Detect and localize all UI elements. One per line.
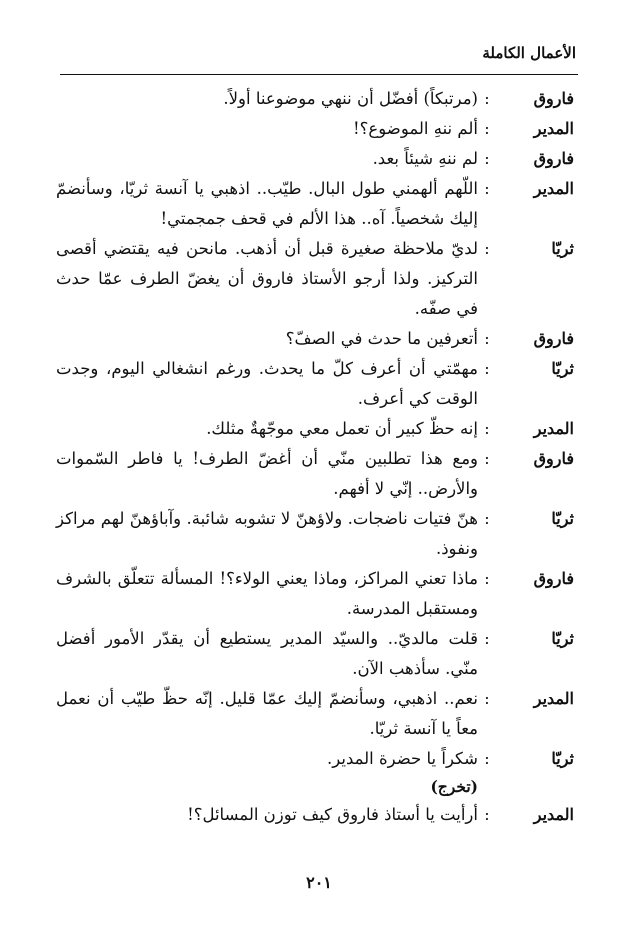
speaker-colon: : (484, 179, 490, 198)
speaker-name: ثريّا (551, 239, 574, 258)
speaker-colon: : (484, 119, 490, 138)
dialogue-line (56, 324, 582, 354)
speaker-colon: : (484, 359, 490, 378)
dialogue-line (56, 354, 582, 414)
dialogue-line (56, 414, 582, 444)
dialogue-text: هنّ فتيات ناضجات. ولاؤهنّ لا تشوبه شائبة. وآباؤهنّ لهم مراكز ونفوذ. (56, 509, 478, 558)
dialogue-line (56, 174, 582, 234)
dialogue-text: ماذا تعني المراكز، وماذا يعني الولاء؟! المسألة تتعلّق بالشرف ومستقبل المدرسة. (56, 569, 478, 618)
dialogue-text: شكراً يا حضرة المدير. (327, 749, 478, 768)
dialogue-text: قلت مالديّ.. والسيّد المدير يستطيع أن يقدّر الأمور أفضل منّي. سأذهب الآن. (56, 629, 478, 678)
dialogue-line (56, 114, 582, 144)
speaker-name: المدير (533, 119, 574, 138)
speaker-name: فاروق (533, 149, 574, 168)
speaker-name: المدير (533, 689, 574, 708)
dialogue-text: أتعرفين ما حدث في الصفّ؟ (285, 329, 478, 348)
speaker-name: ثريّا (551, 359, 574, 378)
page-number: ٢٠١ (306, 873, 332, 892)
speaker-colon: : (484, 239, 490, 258)
speaker-colon: : (484, 449, 490, 468)
dialogue-text: مهمّتي أن أعرف كلّ ما يحدث. ورغم انشغالي اليوم، وجدت الوقت كي أعرف. (56, 359, 478, 408)
stage-direction: (تخرج) (430, 777, 478, 796)
speaker-name: فاروق (533, 329, 574, 348)
dialogue-text: لم ننهِ شيئاً بعد. (372, 149, 478, 168)
dialogue-line (56, 504, 582, 564)
dialogue-line (56, 144, 582, 174)
dialogue-line-final (56, 800, 582, 830)
dialogue-line (56, 564, 582, 624)
speaker-colon: : (484, 149, 490, 168)
dialogue-text: ومع هذا تطلبين منّي أن أغضّ الطرف! يا فاطر السّموات والأرض.. إنّي لا أفهم. (56, 449, 478, 498)
dialogue-line (56, 84, 582, 114)
dialogue-text: ألم ننهِ الموضوع؟! (353, 119, 478, 138)
dialogue-line (56, 624, 582, 684)
speaker-name: ثريّا (551, 749, 574, 768)
speaker-name: ثريّا (551, 629, 574, 648)
speaker-colon: : (484, 569, 490, 588)
header-rule (60, 74, 578, 75)
speaker-colon: : (484, 805, 490, 824)
running-head: الأعمال الكاملة (482, 44, 576, 62)
dialogue-line (56, 744, 582, 774)
speaker-name: ثريّا (551, 509, 574, 528)
speaker-name: فاروق (533, 569, 574, 588)
dialogue-text: لديّ ملاحظة صغيرة قبل أن أذهب. مانحن فيه يقتضي أقصى التركيز. ولذا أرجو الأستاذ فاروق أن يغضّ الطرف عمّا حدث في صفّه. (56, 239, 478, 318)
speaker-name: المدير (533, 179, 574, 198)
dialogue-text: نعم.. اذهبي، وسأنضمّ إليك عمّا قليل. إنّه حظّ طيّب أن نعمل معاً يا آنسة ثريّا. (56, 689, 478, 738)
speaker-colon: : (484, 419, 490, 438)
dialogue-line (56, 234, 582, 324)
speaker-name: المدير (533, 419, 574, 438)
speaker-colon: : (484, 89, 490, 108)
dialogue-text: (مرتبكاً) أفضّل أن ننهي موضوعنا أولاً. (223, 89, 478, 108)
dialogue-text: إنه حظّ كبير أن تعمل معي موجّهةٌ مثلك. (206, 419, 478, 438)
dialogue-line (56, 684, 582, 744)
speaker-colon: : (484, 329, 490, 348)
speaker-colon: : (484, 749, 490, 768)
speaker-colon: : (484, 629, 490, 648)
dialogue-text: اللّهم ألهمني طول البال. طيّب.. اذهبي يا آنسة ثريّا، وسأنضمّ إليك شخصياً. آه.. هذا الألم في قحف جمجمتي! (56, 179, 478, 228)
dialogue-line (56, 444, 582, 504)
speaker-colon: : (484, 509, 490, 528)
dialogue-body (56, 84, 582, 830)
speaker-name: فاروق (533, 89, 574, 108)
speaker-name: فاروق (533, 449, 574, 468)
speaker-colon: : (484, 689, 490, 708)
speaker-name: المدير (533, 805, 574, 824)
dialogue-text: أرأيت يا أستاذ فاروق كيف توزن المسائل؟! (187, 805, 478, 824)
